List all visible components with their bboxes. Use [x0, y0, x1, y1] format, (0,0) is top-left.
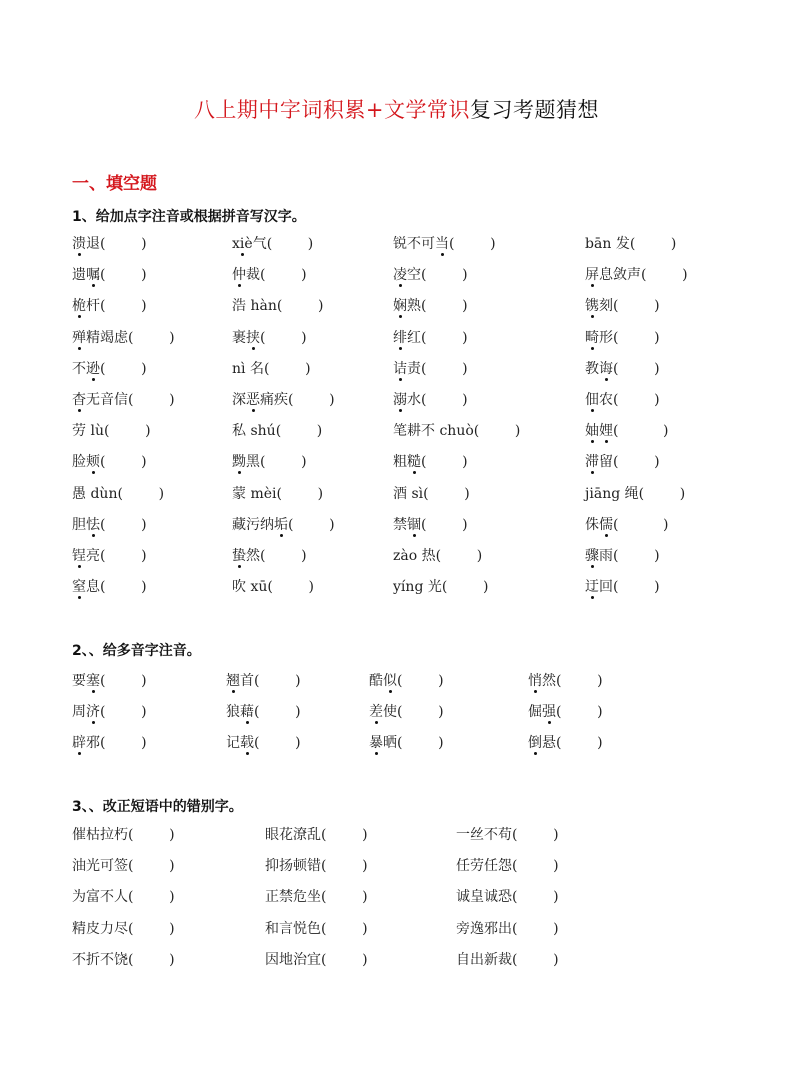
- q2-item: 酷似( ): [369, 673, 444, 689]
- q2-item: 记载( ): [226, 735, 301, 751]
- q1-item: 骤雨( ): [585, 547, 660, 564]
- q3-item: 诚皇诚恐( ): [456, 889, 559, 906]
- q1-item: 劳 lù( ): [72, 423, 151, 440]
- q1-item: bān 发( ): [585, 236, 677, 252]
- q3-item: 因地治宜( ): [265, 951, 368, 968]
- q1-item: 禁锢( ): [393, 516, 468, 533]
- q1-item: 浩 hàn( ): [232, 298, 324, 315]
- q3-item: 正禁危坐( ): [265, 889, 368, 906]
- q3-item: 为富不人( ): [72, 889, 175, 906]
- q2-item: 周济( ): [72, 704, 147, 720]
- q1-item: 迂回( ): [585, 579, 660, 596]
- q3-item: 不折不饶( ): [72, 951, 175, 968]
- q1-item: yíng 光( ): [393, 579, 489, 596]
- q1-item: 酒 sì( ): [393, 485, 470, 502]
- q1-item: 黝黑( ): [232, 454, 307, 471]
- q1-item: 滞留( ): [585, 454, 660, 471]
- q1-item: 教诲( ): [585, 360, 660, 377]
- q1-item: 殚精竭虑( ): [72, 329, 175, 346]
- title-red-part: 八上期中字词积累+文学常识: [193, 98, 471, 122]
- q2-item: 翘首( ): [226, 673, 301, 689]
- q3-item: 任劳任怨( ): [456, 858, 559, 875]
- q3-item: 一丝不苟( ): [456, 827, 559, 843]
- q1-item: 不逊( ): [72, 360, 147, 377]
- q1-item: 深恶痛疾( ): [232, 391, 335, 408]
- q1-item: 侏儒( ): [585, 516, 669, 533]
- q1-item: 裹挟( ): [232, 329, 307, 346]
- q1-item: 凌空( ): [393, 267, 468, 284]
- q3-item: 催枯拉朽( ): [72, 827, 175, 843]
- title-black-part: 复习考题猜想: [470, 98, 600, 122]
- q1-item: 杳无音信( ): [72, 391, 175, 408]
- q1-item: 锃亮( ): [72, 547, 147, 564]
- q3-item: 自出新裁( ): [456, 951, 559, 968]
- q1-item: 脸颊( ): [72, 454, 147, 471]
- q1-item: 佃农( ): [585, 391, 660, 408]
- q1-item: 屏息敛声( ): [585, 267, 688, 284]
- question-3-heading: 3、、改正短语中的错别字。: [72, 799, 243, 815]
- q1-item: 胆怯( ): [72, 516, 147, 533]
- q1-item: 遗嘱( ): [72, 267, 147, 284]
- q1-item: 仲裁( ): [232, 267, 307, 284]
- section-heading-fill-blank: 一、填空题: [72, 174, 157, 194]
- q2-item: 要塞( ): [72, 673, 147, 689]
- q3-item: 旁逸邪出( ): [456, 920, 559, 937]
- q1-item: zào 热( ): [393, 547, 483, 564]
- q3-item: 眼花潦乱( ): [265, 827, 368, 843]
- question-1-heading: 1、给加点字注音或根据拼音写汉字。: [72, 209, 306, 225]
- question-2-heading: 2、、给多音字注音。: [72, 643, 201, 659]
- q1-item: 溃退( ): [72, 236, 147, 252]
- q1-item: 妯娌( ): [585, 423, 669, 440]
- q1-item: 私 shú( ): [232, 423, 323, 440]
- q3-item: 抑扬顿错( ): [265, 858, 368, 875]
- q1-item: 诘责( ): [393, 360, 468, 377]
- page-title: [0, 94, 793, 124]
- q1-item: xiè气( ): [232, 236, 314, 252]
- q1-item: nì 名( ): [232, 360, 311, 377]
- q3-item: 和言悦色( ): [265, 920, 368, 937]
- q1-item: 桅杆( ): [72, 298, 147, 315]
- q1-item: 窒息( ): [72, 579, 147, 596]
- q2-item: 倒悬( ): [528, 735, 603, 751]
- q3-item: 油光可签( ): [72, 858, 175, 875]
- q2-item: 暴晒( ): [369, 735, 444, 751]
- q2-item: 倔强( ): [528, 704, 603, 720]
- q3-item: 精皮力尽( ): [72, 920, 175, 937]
- q2-item: 差使( ): [369, 704, 444, 720]
- q1-item: jiāng 绳( ): [585, 485, 686, 502]
- q1-item: 吹 xū( ): [232, 579, 314, 596]
- q1-item: 绯红( ): [393, 329, 468, 346]
- q1-item: 粗糙( ): [393, 454, 468, 471]
- q2-item: 狼藉( ): [226, 704, 301, 720]
- q1-item: 蒙 mèi( ): [232, 485, 324, 502]
- q2-item: 辟邪( ): [72, 735, 147, 751]
- q1-item: 愚 dùn( ): [72, 485, 165, 502]
- q1-item: 畸形( ): [585, 329, 660, 346]
- q1-item: 笔耕不 chuò( ): [393, 423, 521, 440]
- q1-item: 锐不可当( ): [393, 236, 496, 252]
- q1-item: 藏污纳垢( ): [232, 516, 335, 533]
- q1-item: 蛰然( ): [232, 547, 307, 564]
- q2-item: 悄然( ): [528, 673, 603, 689]
- q1-item: 溺水( ): [393, 391, 468, 408]
- q1-item: 镌刻( ): [585, 298, 660, 315]
- q1-item: 娴熟( ): [393, 298, 468, 315]
